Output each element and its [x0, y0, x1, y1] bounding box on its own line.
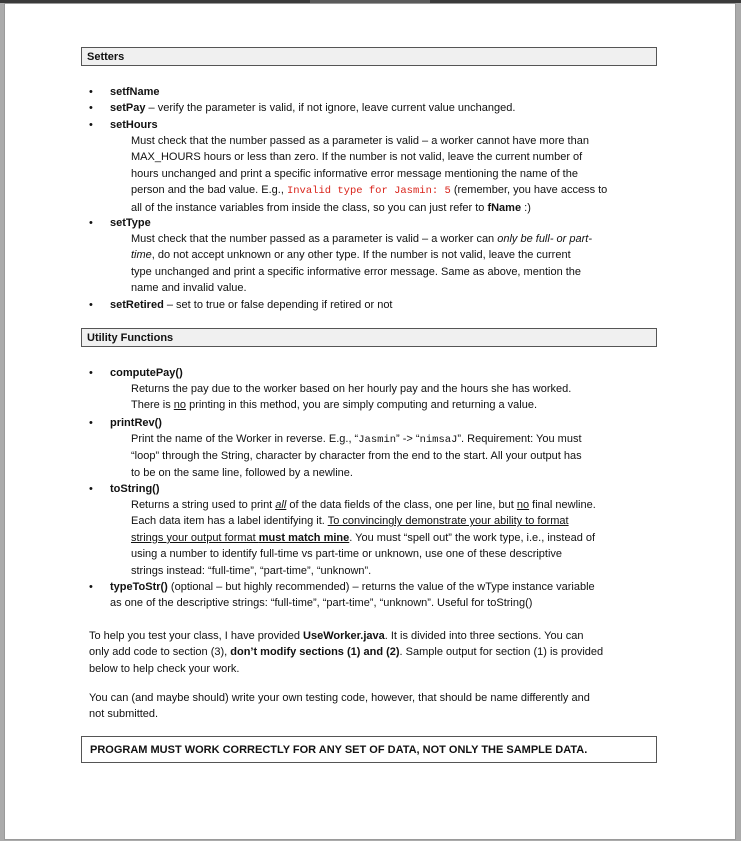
- text-line: below to help check your work.: [89, 662, 240, 675]
- text-line: [131, 247, 651, 263]
- text-span: Must check that the number passed as a parameter is valid – a worker can: [131, 233, 498, 245]
- sethours-desc: [131, 133, 651, 216]
- text-span: (remember, you have access to: [450, 184, 608, 197]
- settype-desc: [131, 231, 651, 297]
- text-line: [110, 579, 670, 595]
- text-line: [131, 231, 651, 247]
- tostring-item: [110, 481, 670, 497]
- setpay-label: setPay: [110, 102, 146, 114]
- text-span: must match mine: [258, 531, 350, 544]
- bullet-icon: •: [89, 102, 93, 114]
- text-line: [89, 628, 657, 644]
- text-span: To help you test your class, I have provided: [89, 630, 304, 642]
- text-span: ” -> “: [396, 433, 420, 445]
- bullet-icon: •: [89, 86, 93, 98]
- text-line: strings instead: “full-time”, “part-time”, “unknown”.: [131, 564, 372, 577]
- text-span: no: [173, 399, 187, 412]
- computepay-desc: [131, 381, 651, 414]
- printrev-label: printRev(): [110, 417, 162, 429]
- text-span: no: [516, 499, 530, 511]
- sethours-label: setHours: [110, 119, 158, 131]
- text-line: [131, 497, 651, 513]
- code-span: nimsaJ: [419, 434, 458, 446]
- setfname-item: [110, 84, 670, 100]
- document-body: [5, 4, 735, 839]
- text-span: ”. Requirement: You must: [457, 433, 582, 445]
- setpay-desc: – verify the parameter is valid, if not ignore, leave current value unchanged.: [145, 102, 516, 114]
- setretired-item: [110, 297, 670, 313]
- text-line: type unchanged and print a specific informative error message. Same as above, mention the: [131, 265, 582, 278]
- text-span: . You must “spell out” the work type, i.e., instead of: [349, 531, 596, 544]
- text-span: only be full- or part-: [497, 233, 592, 245]
- text-line: to be on the same line, followed by a newline.: [131, 466, 353, 479]
- text-span: only add code to section (3),: [89, 646, 231, 659]
- code-span: Jasmin: [358, 434, 397, 446]
- text-span: . It is divided into three sections. You can: [384, 630, 584, 642]
- setretired-desc: – set to true or false depending if retired or not: [163, 299, 393, 311]
- typetostr-item: [110, 579, 670, 612]
- text-line: MAX_HOURS hours or less than zero. If the number is not valid, leave the current number of: [131, 151, 583, 164]
- printrev-item: [110, 415, 670, 431]
- text-line: [131, 513, 651, 529]
- setretired-label: setRetired: [110, 299, 164, 311]
- text-span: final newline.: [529, 499, 596, 511]
- error-example-code: Invalid type for Jasmin: 5: [286, 185, 451, 198]
- text-span: (optional – but highly recommended) – returns the value of the wType instance variable: [167, 581, 595, 593]
- text-span: printing in this method, you are simply computing and returning a value.: [186, 399, 538, 412]
- text-span: don’t modify sections (1) and (2): [230, 646, 400, 659]
- text-span: person and the bad value. E.g.,: [131, 184, 287, 197]
- text-span: Print the name of the Worker in reverse. E.g., “: [131, 433, 359, 445]
- text-span: There is: [131, 399, 174, 412]
- computepay-item: [110, 365, 670, 381]
- bullet-icon: •: [89, 119, 93, 131]
- document-page: [4, 3, 736, 840]
- text-line: hours unchanged and print a specific informative error message mentioning the name of the: [131, 167, 578, 180]
- text-line: [131, 530, 651, 546]
- tostring-label: toString(): [110, 483, 160, 495]
- settype-item: [110, 215, 670, 231]
- text-line: name and invalid value.: [131, 282, 247, 295]
- text-line: Must check that the number passed as a parameter is valid – a worker cannot have more than: [131, 135, 589, 147]
- fname-ref: fName: [487, 201, 522, 214]
- text-line: [131, 200, 651, 216]
- testing-paragraph: [89, 628, 657, 677]
- text-line: [131, 182, 651, 199]
- text-line: using a number to identify full-time vs part-time or unknown, use one of these descriptive: [131, 548, 563, 561]
- bullet-icon: •: [89, 367, 93, 379]
- text-span: Each data item has a label identifying it.: [131, 515, 328, 528]
- text-span: Returns a string used to print: [131, 499, 276, 511]
- text-line: Returns the pay due to the worker based on her hourly pay and the hours she has worked.: [131, 383, 572, 395]
- bullet-icon: •: [89, 417, 93, 429]
- text-line: [131, 397, 651, 413]
- text-line: You can (and maybe should) write your own testing code, however, that should be name differently and: [89, 692, 590, 704]
- text-span: strings your output format: [131, 531, 259, 544]
- text-line: as one of the descriptive strings: “full-time”, “part-time”, “unknown”. Useful for toString(): [110, 597, 533, 610]
- computepay-label: computePay(): [110, 367, 183, 379]
- text-line: [89, 644, 657, 660]
- text-line: “loop” through the String, character by character from the end to the start. All your output has: [131, 450, 582, 463]
- tostring-desc: [131, 497, 651, 579]
- file-name: UseWorker.java: [303, 630, 385, 642]
- printrev-desc: [131, 431, 651, 481]
- setters-header: Setters: [81, 47, 657, 66]
- text-span: :): [521, 201, 531, 214]
- sethours-item: [110, 117, 670, 133]
- text-span: time: [131, 249, 152, 262]
- text-span: all: [275, 499, 287, 511]
- setfname-label: setfName: [110, 86, 160, 98]
- text-span: all of the instance variables from inside the class, so you can just refer to: [131, 201, 488, 214]
- text-span: , do not accept unknown or any other type. If the number is not valid, leave the current: [151, 249, 571, 262]
- text-span: To convincingly demonstrate your ability to format: [327, 515, 569, 528]
- setpay-item: [110, 100, 670, 116]
- bullet-icon: •: [89, 299, 93, 311]
- text-line: [131, 431, 651, 448]
- text-span: . Sample output for section (1) is provided: [399, 646, 604, 659]
- utility-header: Utility Functions: [81, 328, 657, 347]
- bullet-icon: •: [89, 217, 93, 229]
- typetostr-label: typeToStr(): [110, 581, 168, 593]
- notice-box: PROGRAM MUST WORK CORRECTLY FOR ANY SET OF DATA, NOT ONLY THE SAMPLE DATA.: [81, 736, 657, 763]
- text-line: not submitted.: [89, 708, 159, 721]
- own-testing-paragraph: [89, 690, 657, 723]
- text-span: of the data fields of the class, one per line, but: [286, 499, 517, 511]
- bullet-icon: •: [89, 483, 93, 495]
- bullet-icon: •: [89, 581, 93, 593]
- settype-label: setType: [110, 217, 151, 229]
